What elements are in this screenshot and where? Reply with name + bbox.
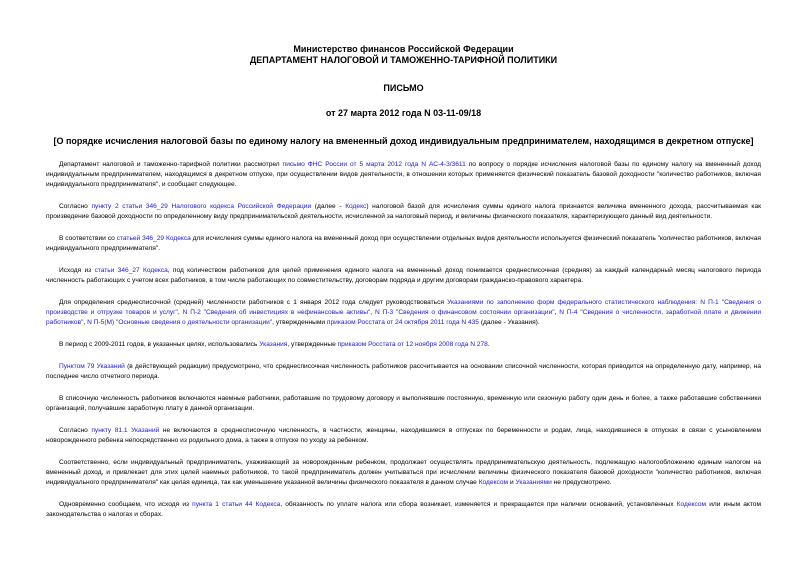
document-link[interactable]: статьей 346_29 Кодекса bbox=[116, 235, 191, 242]
document-link[interactable]: статьи 346_27 Кодекса bbox=[94, 267, 168, 274]
document-link[interactable]: Пунктом 79 Указаний bbox=[59, 363, 125, 370]
document-link[interactable]: Кодекс bbox=[345, 203, 367, 210]
paragraph-text: (далее - bbox=[311, 203, 346, 210]
document-link[interactable]: письмо ФНС России от 5 марта 2012 года N АС-4-3/3611 bbox=[282, 161, 466, 168]
paragraph-text: . bbox=[487, 341, 490, 348]
document-link[interactable]: приказом Росстата от 24 октября 2011 года N 435 bbox=[326, 319, 479, 326]
paragraph-text: , утвержденные bbox=[287, 341, 338, 348]
paragraph-text: В списочную численность работников включаются наемные работники, работавшие по трудовому договору и выполнявшие постоянную, временную или сезонную работу один день и более, а также работавшие собственники организаций, получавшие заработную плату в данной организации. bbox=[46, 395, 761, 412]
document-link[interactable]: Указаниями по заполнению форм федерального статистического наблюдения: N П-1 "Сведения о производстве и отгрузке товаров и услуг" bbox=[46, 299, 761, 316]
document-link[interactable]: Указаниями bbox=[515, 479, 552, 486]
ministry-name: Министерство финансов Российской Федерации bbox=[293, 44, 514, 54]
document-link[interactable]: N П-2 "Сведения об инвестициях в нефинансовые активы" bbox=[182, 309, 371, 316]
paragraph bbox=[46, 340, 761, 350]
paragraph-text: не включаются в среднесписочную численность, в частности, женщины, находившиеся в отпусках по беременности и родам, лица, находившиеся в отпусках в связи с усыновлением новорожденного ребенка непосредственно из родильного дома, а также в отпуске по уходу за ребенком. bbox=[46, 427, 761, 444]
paragraph-text: и bbox=[508, 479, 516, 486]
paragraph-text: для исчисления суммы единого налога на вмененный доход при осуществлении отдельных видов деятельности используется физический показатель "количество работников, включая индивидуального предпринимателя". bbox=[46, 235, 761, 252]
document-link[interactable]: N П-5(М) "Основные сведения о деятельности организации" bbox=[87, 319, 273, 326]
paragraph-text: ) налоговой базой для исчисления суммы единого налога признается величина вмененного дохода, рассчитываемая как произведение базовой доходности по определенному виду предпринимательской деятельности, исчисленной за налоговый период, и величины физического показателя, характеризующего данный вид деятельности. bbox=[46, 203, 761, 220]
document-link[interactable]: Кодексом bbox=[478, 479, 509, 486]
paragraph bbox=[46, 458, 761, 488]
document-link[interactable]: пункту 81.1 Указаний bbox=[91, 427, 160, 434]
paragraph-text: В соответствии со bbox=[59, 235, 117, 242]
paragraph bbox=[46, 362, 761, 382]
document-subject: [О порядке исчисления налоговой базы по единому налогу на вмененный доход индивидуальным предпринимателем, находящимся в декретном отпуске] bbox=[53, 136, 754, 146]
paragraph bbox=[46, 394, 761, 414]
paragraph-text: Одновременно сообщаем, что исходя из bbox=[59, 501, 193, 508]
paragraph bbox=[46, 500, 761, 520]
department-name: ДЕПАРТАМЕНТ НАЛОГОВОЙ И ТАМОЖЕННО-ТАРИФНОЙ ПОЛИТИКИ bbox=[249, 55, 558, 65]
document-body bbox=[46, 160, 761, 520]
document-link[interactable]: пункта 1 статьи 44 Кодекса bbox=[192, 501, 281, 508]
document-link[interactable]: Указания bbox=[259, 341, 288, 348]
paragraph-text: Согласно bbox=[59, 203, 92, 210]
document-date-number: от 27 марта 2012 года N 03-11-09/18 bbox=[325, 108, 482, 118]
document-link[interactable]: N П-3 "Сведения о финансовом состоянии организации" bbox=[374, 309, 555, 316]
paragraph-text: (в действующей редакции) предусмотрено, что среднесписочная численность работников рассчитывается на основании списочной численности, которая приводится на определенную дату, например, на последнее число отчетного периода. bbox=[46, 363, 761, 380]
paragraph-text: или иным актом законодательства о налогах и сборах. bbox=[46, 501, 761, 518]
paragraph-text: Соответственно, если индивидуальный предприниматель, ухаживающий за новорожденным ребенком, продолжает осуществлять предпринимательскую деятельность, подлежащую налогообложению единым налогом на вмененный доход, и привлекает для этих целей наемных работников, то такой предприниматель должен учитываться при исчислении величины физического показателя базовой доходности "количество работников, включая индивидуального предпринимателя" как целая единица, так как уменьшение указанной величины физического показателя в данном случае bbox=[46, 459, 761, 486]
paragraph-text: , bbox=[83, 319, 88, 326]
paragraph-text: , bbox=[370, 309, 375, 316]
paragraph-text: Исходя из bbox=[59, 267, 95, 274]
paragraph bbox=[46, 298, 761, 328]
paragraph-text: (далее - Указания). bbox=[478, 319, 540, 326]
paragraph-text: , обязанность по уплате налога или сбора возникает, изменяется и прекращается при наличии оснований, установленных bbox=[280, 501, 677, 508]
document-link[interactable]: N П-4 "Сведения о численности, заработной плате и движении работников" bbox=[46, 309, 762, 326]
paragraph-text: , bbox=[554, 309, 560, 316]
document-link[interactable]: пункту 2 статьи 346_29 Налогового кодекса Российской Федерации bbox=[91, 203, 312, 210]
paragraph bbox=[46, 160, 761, 190]
paragraph-text: В период с 2009-2011 годов, в указанных целях, использовались bbox=[59, 341, 260, 348]
paragraph bbox=[46, 266, 761, 286]
paragraph-text: Согласно bbox=[59, 427, 92, 434]
paragraph-text: Для определения среднесписочной (средней) численности работников с 1 января 2012 года следует руководствоваться bbox=[59, 299, 448, 306]
paragraph bbox=[46, 202, 761, 222]
paragraph-text: , bbox=[177, 309, 183, 316]
document-type: ПИСЬМО bbox=[383, 83, 424, 93]
paragraph-text: , под количеством работников для целей применения единого налога на вмененный доход понимается среднесписочная (средняя) за каждый календарный месяц налогового периода численность работающих с учетом всех работников, в том числе работающих по совместительству, договорам подряда и другим договорам гражданско-правового характера. bbox=[46, 267, 762, 284]
document-link[interactable]: приказом Росстата от 12 ноября 2008 года N 278 bbox=[337, 341, 488, 348]
paragraph-text: по вопросу о порядке исчисления налоговой базы по единому налогу на вмененный доход индивидуальным предпринимателем, находящимся в декретном отпуске, при осуществлении видов деятельности, в отношении которых применяется физический показатель базовой доходности "количество работников, включая индивидуального предпринимателя", и сообщает следующее. bbox=[46, 161, 762, 188]
paragraph-text: Департамент налоговой и таможенно-тарифной политики рассмотрел bbox=[59, 161, 283, 168]
paragraph bbox=[46, 234, 761, 254]
paragraph-text: , утвержденными bbox=[272, 319, 327, 326]
paragraph-text: не предусмотрено. bbox=[551, 479, 612, 486]
document-link[interactable]: Кодексом bbox=[676, 501, 707, 508]
paragraph bbox=[46, 426, 761, 446]
